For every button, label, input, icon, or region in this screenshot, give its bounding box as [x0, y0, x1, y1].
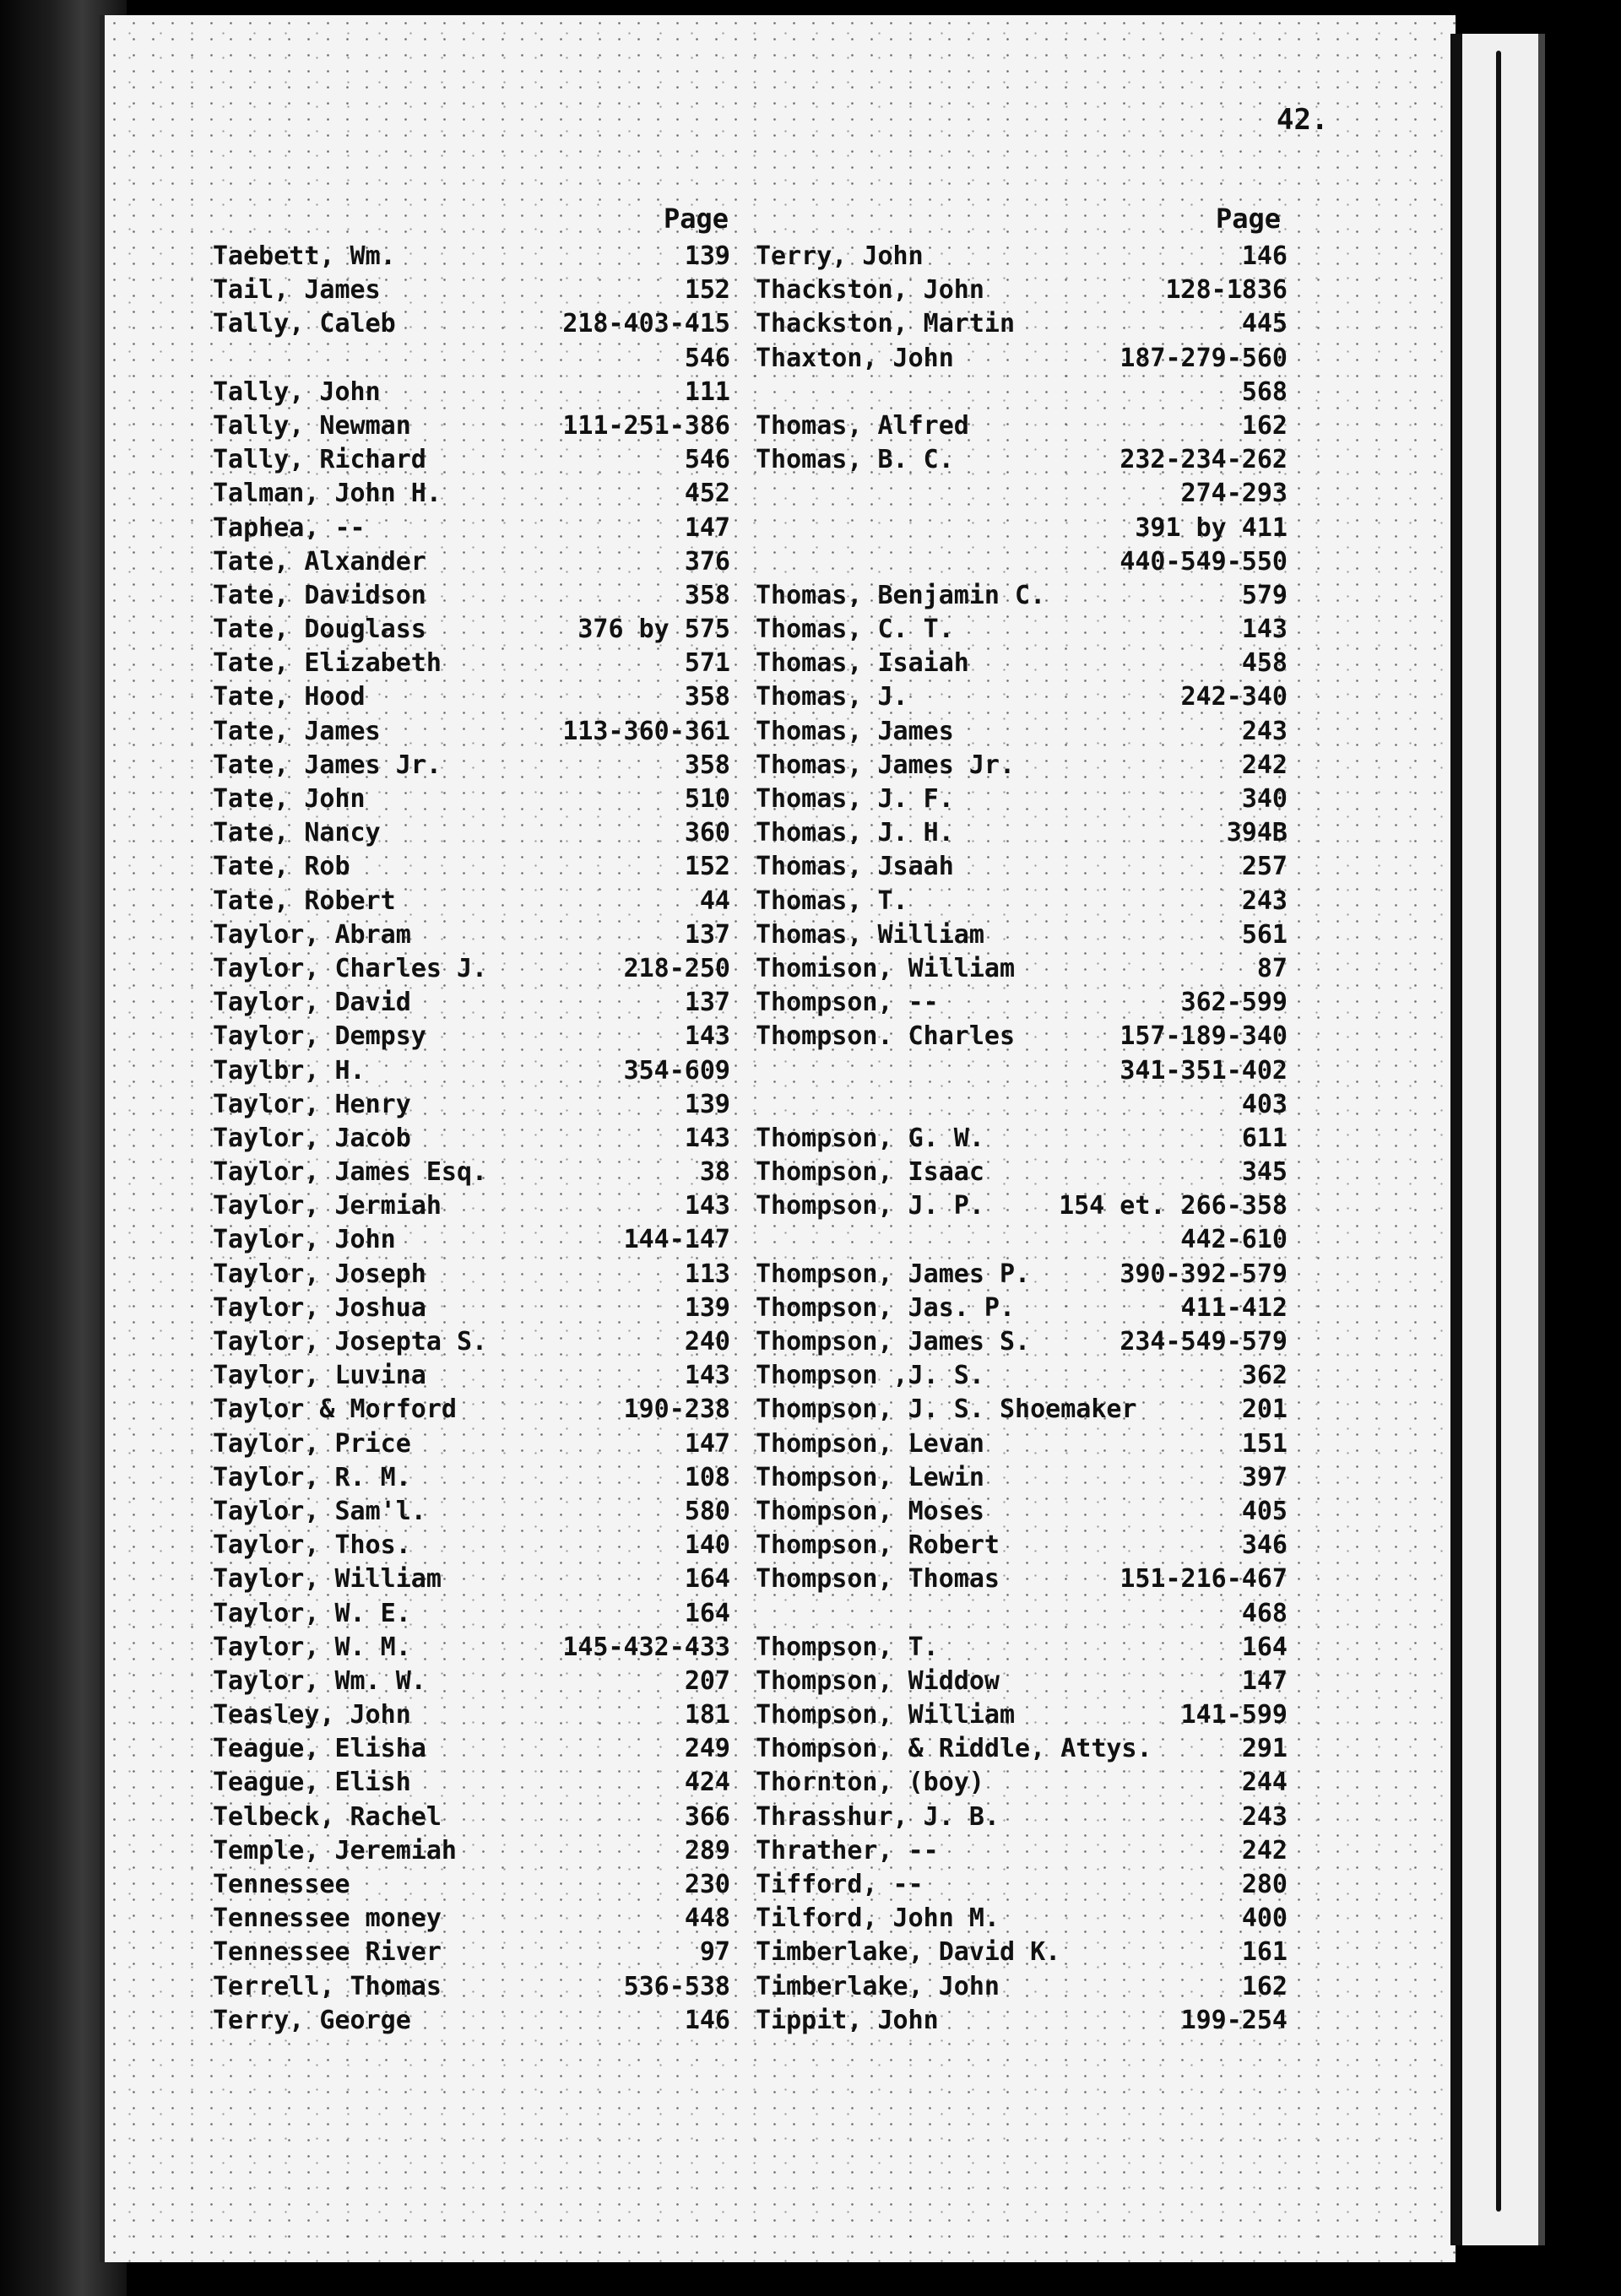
left-entry-name: Tate, Robert — [213, 885, 396, 916]
left-entry-name: Taylor, David — [213, 988, 411, 1018]
left-entry-pages: 139 — [684, 1292, 730, 1323]
right-entry-name: Thomas, Jsaah — [756, 852, 954, 882]
right-entry-name: Thompson, William — [756, 1700, 1016, 1730]
index-row — [0, 477, 1621, 511]
left-entry-name: Taylor, Jermiah — [213, 1191, 442, 1221]
left-entry-pages: 249 — [684, 1734, 730, 1764]
left-entry-name: Tate, Davidson — [213, 580, 426, 610]
index-row — [0, 512, 1621, 545]
index-row — [0, 1631, 1621, 1665]
index-row — [0, 273, 1621, 307]
right-column-header: Page — [1216, 203, 1282, 235]
left-entry-pages: 137 — [684, 919, 730, 950]
right-entry-name: Thrather, -- — [756, 1835, 939, 1866]
right-entry-pages: 400 — [1241, 1903, 1288, 1934]
right-entry-pages: 561 — [1241, 919, 1288, 950]
right-entry-pages: 394B — [1226, 818, 1288, 848]
index-row — [0, 1665, 1621, 1698]
right-entry-pages: 243 — [1241, 885, 1288, 916]
right-entry-pages: 162 — [1241, 1971, 1288, 2001]
right-entry-pages: 345 — [1241, 1157, 1288, 1188]
right-entry-pages: 280 — [1241, 1870, 1288, 1899]
left-entry-pages: 97 — [699, 1937, 730, 1968]
right-entry-name: Thompson. Charles — [756, 1021, 1016, 1052]
right-entry-name: Tifford, -- — [756, 1870, 924, 1899]
left-entry-name: Taylor, Thos. — [213, 1530, 411, 1561]
left-column-header: Page — [664, 203, 729, 235]
right-entry-name: Thompson, Levan — [756, 1428, 984, 1459]
index-row — [0, 409, 1621, 443]
left-entry-name: Teague, Elish — [213, 1768, 411, 1798]
index-row — [0, 1393, 1621, 1427]
right-entry-pages: 341-351-402 — [1120, 1055, 1288, 1086]
left-entry-pages: 448 — [684, 1903, 730, 1934]
right-entry-name: Thomas, William — [756, 919, 984, 950]
left-entry-pages: 143 — [684, 1123, 730, 1153]
left-entry-pages: 146 — [684, 2005, 730, 2035]
right-entry-name: Thompson ,J. S. — [756, 1361, 984, 1391]
left-entry-pages: 147 — [684, 1428, 730, 1459]
index-row — [0, 1122, 1621, 1156]
left-entry-name: Tate, Alxander — [213, 546, 426, 577]
index-row — [0, 1868, 1621, 1902]
right-entry-name: Thompson, Isaac — [756, 1157, 984, 1188]
left-entry-name: Taylor, W. E. — [213, 1598, 411, 1628]
index-row — [0, 816, 1621, 850]
left-entry-pages: 164 — [684, 1598, 730, 1628]
index-row — [0, 1562, 1621, 1596]
left-entry-pages: 571 — [684, 648, 730, 679]
right-entry-pages: 164 — [1241, 1632, 1288, 1662]
right-entry-pages: 579 — [1241, 580, 1288, 610]
left-entry-pages: 143 — [684, 1361, 730, 1391]
index-row — [0, 579, 1621, 613]
right-entry-pages: 568 — [1241, 376, 1288, 407]
left-entry-pages: 230 — [684, 1870, 730, 1899]
left-entry-name: Taylor & Morford — [213, 1394, 457, 1425]
left-entry-pages: 354-609 — [623, 1055, 730, 1086]
index-row — [0, 952, 1621, 986]
index-row — [0, 1834, 1621, 1868]
right-entry-pages: 151-216-467 — [1120, 1564, 1288, 1595]
left-entry-pages: 376 — [684, 546, 730, 577]
right-entry-name: Thompson, & Riddle, Attys. — [756, 1734, 1152, 1764]
right-entry-pages: 147 — [1241, 1665, 1288, 1696]
left-entry-pages: 145-432-433 — [562, 1632, 730, 1662]
index-row — [0, 782, 1621, 816]
left-entry-pages: 207 — [684, 1665, 730, 1696]
left-entry-pages: 218-250 — [623, 953, 730, 983]
right-entry-pages: 242 — [1241, 750, 1288, 780]
left-entry-pages: 510 — [684, 784, 730, 814]
right-entry-pages: 362 — [1241, 1361, 1288, 1391]
right-entry-name: Thompson, J. S. Shoemaker — [756, 1394, 1137, 1425]
index-row — [0, 376, 1621, 409]
index-row — [0, 2004, 1621, 2038]
right-entry-pages: 440-549-550 — [1120, 546, 1288, 577]
right-entry-name: Thompson, Jas. P. — [756, 1292, 1016, 1323]
index-row — [0, 1902, 1621, 1936]
index-row — [0, 1732, 1621, 1766]
right-entry-name: Thomas, Alfred — [756, 410, 969, 441]
left-entry-pages: 190-238 — [623, 1394, 730, 1425]
right-entry-pages: 405 — [1241, 1496, 1288, 1526]
left-entry-pages: 108 — [684, 1462, 730, 1492]
right-entry-pages: 445 — [1241, 309, 1288, 339]
index-row — [0, 1495, 1621, 1529]
left-entry-pages: 360 — [684, 818, 730, 848]
left-entry-name: Tate, Nancy — [213, 818, 381, 848]
index-row — [0, 1020, 1621, 1053]
right-entry-pages: 346 — [1241, 1530, 1288, 1561]
right-entry-name: Thackston, John — [756, 275, 984, 306]
left-entry-name: Taylor, John — [213, 1225, 396, 1255]
index-row — [0, 1054, 1621, 1088]
left-entry-name: Taylor, Luvina — [213, 1361, 426, 1391]
left-entry-name: Tate, James — [213, 716, 381, 746]
right-entry-pages: 243 — [1241, 1801, 1288, 1832]
index-row — [0, 1325, 1621, 1359]
index-row — [0, 613, 1621, 647]
left-entry-name: Tate, Rob — [213, 852, 350, 882]
left-entry-name: Tail, James — [213, 275, 381, 306]
right-entry-pages: 161 — [1241, 1937, 1288, 1968]
index-row — [0, 680, 1621, 714]
left-entry-name: Tally, Richard — [213, 445, 426, 475]
right-entry-name: Tippit, John — [756, 2005, 939, 2035]
left-entry-name: Tally, John — [213, 376, 381, 407]
right-entry-pages: 340 — [1241, 784, 1288, 814]
index-row — [0, 1597, 1621, 1631]
index-row — [0, 443, 1621, 477]
right-entry-pages: 201 — [1241, 1394, 1288, 1425]
left-entry-pages: 424 — [684, 1768, 730, 1798]
right-entry-pages: 458 — [1241, 648, 1288, 679]
left-entry-name: Taylor, Abram — [213, 919, 411, 950]
right-entry-name: Thompson, James S. — [756, 1327, 1031, 1356]
left-entry-pages: 358 — [684, 580, 730, 610]
left-entry-name: Terrell, Thomas — [213, 1971, 442, 2001]
right-entry-pages: 411-412 — [1180, 1292, 1288, 1323]
index-row — [0, 1292, 1621, 1325]
left-entry-pages: 152 — [684, 275, 730, 306]
right-entry-name: Thaxton, John — [756, 343, 954, 373]
right-entry-name: Thomas, T. — [756, 885, 908, 916]
left-entry-name: Taylor, James Esq. — [213, 1157, 488, 1188]
index-row — [0, 1461, 1621, 1495]
left-entry-pages: 152 — [684, 852, 730, 882]
left-entry-name: Tally, Caleb — [213, 309, 396, 339]
left-entry-name: Taylor, Wm. W. — [213, 1665, 426, 1696]
left-entry-pages: 111-251-386 — [562, 410, 730, 441]
left-entry-name: Taylor, Dempsy — [213, 1021, 426, 1052]
right-entry-pages: 242-340 — [1180, 682, 1288, 712]
right-entry-name: Thompson, Thomas — [756, 1564, 1000, 1595]
left-entry-name: Taylor, Josepta S. — [213, 1327, 488, 1356]
right-entry-name: Thomas, Isaiah — [756, 648, 969, 679]
left-entry-pages: 143 — [684, 1021, 730, 1052]
right-entry-pages: 244 — [1241, 1768, 1288, 1798]
left-entry-pages: 358 — [684, 750, 730, 780]
left-entry-pages: 452 — [684, 479, 730, 509]
right-entry-name: Thomas, C. T. — [756, 615, 954, 645]
left-entry-pages: 536-538 — [623, 1971, 730, 2001]
index-row — [0, 545, 1621, 579]
index-row — [0, 240, 1621, 273]
left-entry-pages: 546 — [684, 343, 730, 373]
index-row — [0, 918, 1621, 952]
right-entry-pages: 403 — [1241, 1089, 1288, 1119]
index-row — [0, 307, 1621, 341]
index-row — [0, 1223, 1621, 1257]
left-entry-name: Temple, Jeremiah — [213, 1835, 457, 1866]
left-entry-pages: 376 by 575 — [577, 615, 730, 645]
right-entry-pages: 87 — [1256, 953, 1288, 983]
left-entry-name: Tennessee — [213, 1870, 350, 1899]
left-entry-name: Tate, James Jr. — [213, 750, 442, 780]
right-entry-pages: 162 — [1241, 410, 1288, 441]
right-entry-pages: 362-599 — [1180, 988, 1288, 1018]
right-entry-name: Thomas, James Jr. — [756, 750, 1016, 780]
left-entry-name: Taylor, William — [213, 1564, 442, 1595]
left-entry-pages: 164 — [684, 1564, 730, 1595]
right-entry-name: Thompson, Lewin — [756, 1462, 984, 1492]
left-entry-pages: 137 — [684, 988, 730, 1018]
right-entry-name: Thomas, J. H. — [756, 818, 954, 848]
left-entry-name: Tate, Douglass — [213, 615, 426, 645]
right-entry-pages: 199-254 — [1180, 2005, 1288, 2035]
right-entry-pages: 257 — [1241, 852, 1288, 882]
right-entry-name: Thompson, Robert — [756, 1530, 1000, 1561]
left-entry-name: Talman, John H. — [213, 479, 442, 509]
right-entry-pages: 243 — [1241, 716, 1288, 746]
index-row — [0, 1936, 1621, 1969]
index-row — [0, 1698, 1621, 1732]
right-entry-pages: 391 by 411 — [1135, 512, 1288, 543]
index-row — [0, 749, 1621, 782]
right-entry-pages: 157-189-340 — [1120, 1021, 1288, 1052]
index-row — [0, 1258, 1621, 1292]
index-row — [0, 1427, 1621, 1461]
right-entry-name: Thornton, (boy) — [756, 1768, 984, 1798]
index-entries — [0, 240, 1621, 2038]
index-row — [0, 1529, 1621, 1562]
right-entry-pages: 128-1836 — [1165, 275, 1288, 306]
right-entry-name: Thompson, T. — [756, 1632, 939, 1662]
right-entry-name: Thomas, J. — [756, 682, 908, 712]
left-entry-pages: 111 — [684, 376, 730, 407]
left-entry-pages: 143 — [684, 1191, 730, 1221]
index-row — [0, 885, 1621, 918]
left-entry-pages: 113-360-361 — [562, 716, 730, 746]
left-entry-name: Taphea, -- — [213, 512, 366, 543]
right-entry-name: Thompson, James P. — [756, 1259, 1031, 1289]
left-entry-name: Taylor, W. M. — [213, 1632, 411, 1662]
right-entry-pages: 143 — [1241, 615, 1288, 645]
right-entry-name: Timberlake, John — [756, 1971, 1000, 2001]
left-entry-name: Taylor, Jacob — [213, 1123, 411, 1153]
left-entry-pages: 289 — [684, 1835, 730, 1866]
left-entry-pages: 144-147 — [623, 1225, 730, 1255]
index-row — [0, 1801, 1621, 1834]
right-entry-name: Thomas, Benjamin C. — [756, 580, 1046, 610]
left-entry-name: Tate, John — [213, 784, 366, 814]
left-entry-name: Taylor, R. M. — [213, 1462, 411, 1492]
index-row — [0, 1766, 1621, 1800]
index-row — [0, 1088, 1621, 1122]
left-entry-pages: 44 — [699, 885, 730, 916]
right-entry-name: Thompson, G. W. — [756, 1123, 984, 1153]
left-entry-name: Taylor, Charles J. — [213, 953, 488, 983]
left-entry-pages: 140 — [684, 1530, 730, 1561]
index-row — [0, 715, 1621, 749]
right-entry-pages: 442-610 — [1180, 1225, 1288, 1255]
right-entry-name: Timberlake, David K. — [756, 1937, 1061, 1968]
left-entry-name: Teague, Elisha — [213, 1734, 426, 1764]
index-row — [0, 1156, 1621, 1189]
index-row — [0, 1359, 1621, 1393]
right-entry-name: Thompson, Widdow — [756, 1665, 1000, 1696]
left-entry-pages: 218-403-415 — [562, 309, 730, 339]
right-entry-name: Thompson, Moses — [756, 1496, 984, 1526]
left-entry-pages: 546 — [684, 445, 730, 475]
left-entry-name: Taylor, Henry — [213, 1089, 411, 1119]
left-entry-pages: 580 — [684, 1496, 730, 1526]
left-entry-name: Taylor, Joseph — [213, 1259, 426, 1289]
right-entry-pages: 397 — [1241, 1462, 1288, 1492]
left-entry-pages: 147 — [684, 512, 730, 543]
left-entry-pages: 139 — [684, 1089, 730, 1119]
index-row — [0, 1189, 1621, 1223]
right-entry-pages: 154 et. 266-358 — [1059, 1191, 1288, 1221]
right-entry-name: Thomas, B. C. — [756, 445, 954, 475]
left-entry-name: Taylor, Joshua — [213, 1292, 426, 1323]
right-entry-pages: 232-234-262 — [1120, 445, 1288, 475]
right-entry-pages: 234-549-579 — [1120, 1327, 1288, 1356]
right-entry-pages: 146 — [1241, 241, 1288, 271]
right-entry-pages: 151 — [1241, 1428, 1288, 1459]
left-entry-name: Taylor, Price — [213, 1428, 411, 1459]
left-entry-pages: 358 — [684, 682, 730, 712]
right-entry-pages: 242 — [1241, 1835, 1288, 1866]
left-entry-pages: 38 — [699, 1157, 730, 1188]
left-entry-pages: 240 — [684, 1327, 730, 1356]
right-entry-name: Terry, John — [756, 241, 924, 271]
right-entry-pages: 390-392-579 — [1120, 1259, 1288, 1289]
right-entry-name: Thrasshur, J. B. — [756, 1801, 1000, 1832]
left-entry-pages: 366 — [684, 1801, 730, 1832]
left-entry-name: Tennessee money — [213, 1903, 442, 1934]
right-entry-pages: 274-293 — [1180, 479, 1288, 509]
left-entry-name: Teasley, John — [213, 1700, 411, 1730]
left-entry-name: Terry, George — [213, 2005, 411, 2035]
index-row — [0, 986, 1621, 1020]
left-entry-name: Tennessee River — [213, 1937, 442, 1968]
right-entry-pages: 141-599 — [1180, 1700, 1288, 1730]
left-entry-name: Tate, Elizabeth — [213, 648, 442, 679]
right-entry-pages: 291 — [1241, 1734, 1288, 1764]
right-entry-pages: 611 — [1241, 1123, 1288, 1153]
right-entry-pages: 468 — [1241, 1598, 1288, 1628]
index-row — [0, 342, 1621, 376]
right-entry-name: Thomas, James — [756, 716, 954, 746]
left-entry-pages: 139 — [684, 241, 730, 271]
right-entry-name: Thompson, J. P. — [756, 1191, 984, 1221]
left-entry-name: Tate, Hood — [213, 682, 366, 712]
left-entry-name: Taebett, Wm. — [213, 241, 396, 271]
left-entry-name: Taylbr, H. — [213, 1055, 366, 1086]
right-entry-name: Tilford, John M. — [756, 1903, 1000, 1934]
index-row — [0, 1970, 1621, 2004]
left-entry-pages: 181 — [684, 1700, 730, 1730]
left-entry-name: Telbeck, Rachel — [213, 1801, 442, 1832]
page-number: 42. — [1277, 103, 1329, 137]
left-entry-pages: 113 — [684, 1259, 730, 1289]
left-entry-name: Tally, Newman — [213, 410, 411, 441]
right-entry-name: Thomison, William — [756, 953, 1016, 983]
right-entry-pages: 187-279-560 — [1120, 343, 1288, 373]
index-row — [0, 647, 1621, 680]
right-entry-name: Thompson, -- — [756, 988, 939, 1018]
right-entry-name: Thackston, Martin — [756, 309, 1016, 339]
left-entry-name: Taylor, Sam'l. — [213, 1496, 426, 1526]
index-row — [0, 850, 1621, 884]
right-entry-name: Thomas, J. F. — [756, 784, 954, 814]
